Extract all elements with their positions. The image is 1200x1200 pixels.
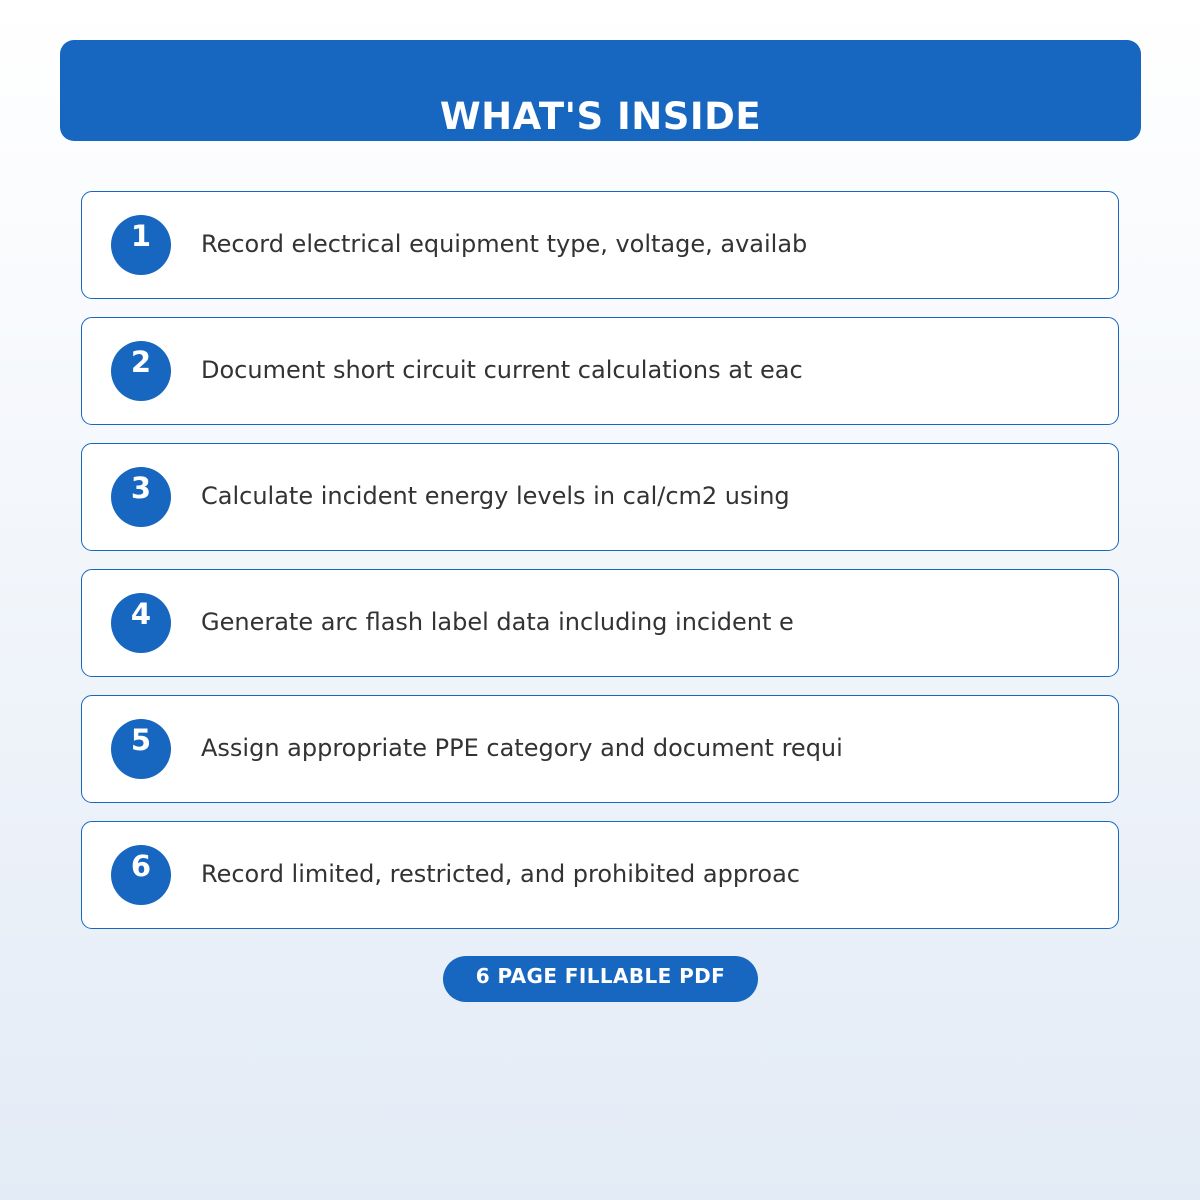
list-item — [81, 821, 1119, 929]
badge-label: 6 PAGE FILLABLE PDF — [475, 964, 726, 988]
item-text: Generate arc flash label data including incident e — [201, 608, 794, 636]
item-text: Record electrical equipment type, voltage, availab — [201, 230, 808, 258]
number-badge — [111, 215, 171, 275]
number-badge — [111, 845, 171, 905]
item-text: Record limited, restricted, and prohibited approac — [201, 860, 800, 888]
number-label: 2 — [130, 345, 152, 379]
number-label: 4 — [130, 597, 152, 631]
list-item — [81, 443, 1119, 551]
number-label: 3 — [130, 471, 152, 505]
list-item — [81, 191, 1119, 299]
number-label: 5 — [130, 723, 152, 757]
number-badge — [111, 341, 171, 401]
header-banner — [60, 40, 1141, 141]
number-label: 6 — [130, 849, 152, 883]
number-badge — [111, 593, 171, 653]
list-item — [81, 317, 1119, 425]
page-title: WHAT'S INSIDE — [439, 95, 762, 138]
item-text: Calculate incident energy levels in cal/cm2 using — [201, 482, 790, 510]
number-badge — [111, 719, 171, 779]
page-count-badge — [443, 956, 758, 1002]
list-item — [81, 695, 1119, 803]
list-item — [81, 569, 1119, 677]
number-label: 1 — [130, 219, 152, 253]
item-text: Document short circuit current calculations at eac — [201, 356, 803, 384]
item-text: Assign appropriate PPE category and document requi — [201, 734, 843, 762]
number-badge — [111, 467, 171, 527]
